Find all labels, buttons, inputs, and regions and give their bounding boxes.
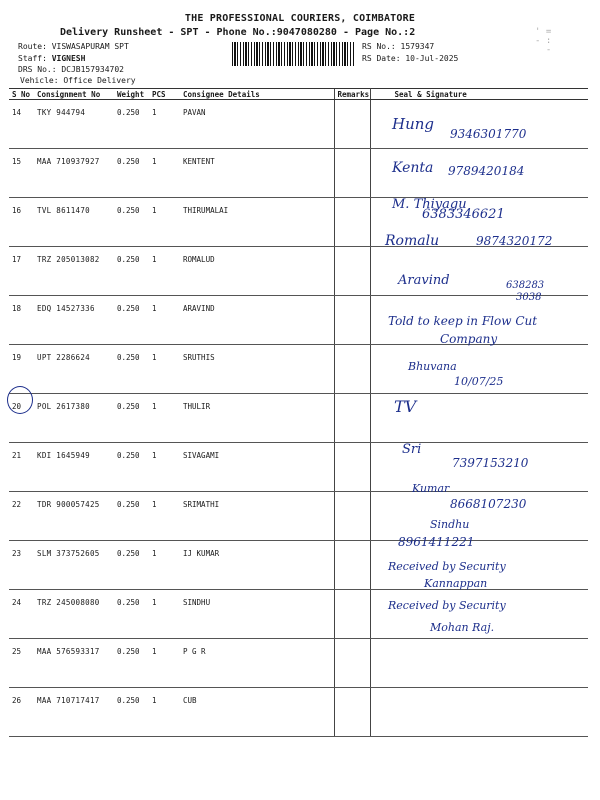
- signature-cell: [370, 639, 588, 688]
- pcs-cell: 1: [149, 639, 180, 688]
- weight-cell: 0.250: [114, 296, 149, 345]
- remarks-cell: [334, 198, 370, 247]
- signature-24: Sindhu: [430, 518, 470, 531]
- signature-cell: [370, 590, 588, 639]
- remarks-cell: [334, 688, 370, 737]
- remarks-cell: [334, 541, 370, 590]
- signature-cell: [370, 688, 588, 737]
- table-header-row: [9, 89, 588, 100]
- phone-18-line2: 3038: [516, 292, 542, 303]
- weight-cell: 0.250: [114, 541, 149, 590]
- table-row: [9, 590, 588, 639]
- phone-18-line1: 638283: [506, 280, 545, 291]
- weight-cell: 0.250: [114, 492, 149, 541]
- route-label: Route: VISWASAPURAM SPT: [18, 42, 129, 51]
- weight-cell: 0.250: [114, 345, 149, 394]
- runsheet-table: [9, 88, 588, 737]
- weight-cell: 0.250: [114, 639, 149, 688]
- signature-cell: [370, 247, 588, 296]
- signature-21: TV: [394, 397, 417, 416]
- signature-18: Aravind: [398, 273, 450, 288]
- consignee-cell: IJ KUMAR: [180, 541, 334, 590]
- pcs-cell: 1: [149, 345, 180, 394]
- weight-cell: 0.250: [114, 590, 149, 639]
- consignment-cell: TKY 944794: [34, 100, 114, 149]
- barcode: [232, 42, 354, 66]
- pcs-cell: 1: [149, 443, 180, 492]
- staff-name: VIGNESH: [51, 54, 86, 63]
- signature-16: M. Thiyagu: [392, 197, 467, 212]
- consignee-cell: SRIMATHI: [180, 492, 334, 541]
- rs-date: RS Date: 10-Jul-2025: [362, 54, 459, 63]
- consignee-cell: THULIR: [180, 394, 334, 443]
- col-weight: Weight: [114, 89, 149, 100]
- table-row: [9, 149, 588, 198]
- serial-cell: 24: [9, 590, 34, 639]
- table-row: [9, 639, 588, 688]
- signature-20: Bhuvana: [408, 360, 457, 373]
- consignee-cell: SINDHU: [180, 590, 334, 639]
- note-25-line1: Received by Security: [388, 560, 506, 573]
- remarks-cell: [334, 345, 370, 394]
- consignment-cell: EDQ 14527336: [34, 296, 114, 345]
- remarks-cell: [334, 100, 370, 149]
- consignee-cell: THIRUMALAI: [180, 198, 334, 247]
- pcs-cell: 1: [149, 247, 180, 296]
- note-19-line1: Told to keep in Flow Cut: [388, 314, 538, 328]
- pcs-cell: 1: [149, 296, 180, 345]
- consignment-cell: TRZ 205013082: [34, 247, 114, 296]
- col-consignee: Consignee Details: [180, 89, 334, 100]
- weight-cell: 0.250: [114, 443, 149, 492]
- col-sno: S No: [9, 89, 34, 100]
- table-row: [9, 443, 588, 492]
- pcs-cell: 1: [149, 198, 180, 247]
- pcs-cell: 1: [149, 394, 180, 443]
- consignee-cell: ARAVIND: [180, 296, 334, 345]
- consignee-cell: SIVAGAMI: [180, 443, 334, 492]
- consignment-cell: MAA 710717417: [34, 688, 114, 737]
- rs-number: RS No.: 1579347: [362, 42, 435, 51]
- weight-cell: 0.250: [114, 149, 149, 198]
- table-row: [9, 100, 588, 149]
- col-seal-signature: Seal & Signature: [370, 89, 588, 100]
- serial-cell: 18: [9, 296, 34, 345]
- serial-cell: 23: [9, 541, 34, 590]
- table-row: [9, 247, 588, 296]
- table-row: [9, 394, 588, 443]
- consignment-cell: TRZ 245008080: [34, 590, 114, 639]
- phone-17: 9874320172: [476, 234, 553, 248]
- pcs-cell: 1: [149, 100, 180, 149]
- consignee-cell: CUB: [180, 688, 334, 737]
- phone-16: 6383346621: [422, 207, 505, 222]
- consignee-cell: ROMALUD: [180, 247, 334, 296]
- signature-15: Kenta: [392, 160, 434, 176]
- consignment-cell: TVL 8611470: [34, 198, 114, 247]
- serial-cell: 26: [9, 688, 34, 737]
- table-row: [9, 492, 588, 541]
- remarks-cell: [334, 639, 370, 688]
- runsheet-subtitle: Delivery Runsheet - SPT - Phone No.:9047080280 - Page No.:2: [60, 27, 416, 38]
- col-remarks: Remarks: [334, 89, 370, 100]
- signature-17: Romalu: [385, 233, 440, 249]
- col-consignment: Consignment No: [34, 89, 114, 100]
- serial-cell: 14: [9, 100, 34, 149]
- table-row: [9, 345, 588, 394]
- note-19-line2: Company: [440, 332, 498, 346]
- phone-15: 9789420184: [448, 164, 525, 178]
- corner-marks: ' = - : -: [535, 27, 552, 55]
- signature-cell: [370, 492, 588, 541]
- signature-cell: [370, 149, 588, 198]
- remarks-cell: [334, 590, 370, 639]
- weight-cell: 0.250: [114, 247, 149, 296]
- table-row: [9, 688, 588, 737]
- signature-cell: [370, 296, 588, 345]
- pcs-cell: 1: [149, 492, 180, 541]
- signature-22: Sri: [402, 442, 422, 457]
- note-26-line1: Received by Security: [388, 599, 506, 612]
- remarks-cell: [334, 394, 370, 443]
- runsheet-title: THE PROFESSIONAL COURIERS, COIMBATORE: [184, 13, 416, 24]
- note-25-line2: Kannappan: [424, 577, 488, 590]
- phone-24: 8961411221: [398, 535, 475, 549]
- serial-cell: 20: [9, 394, 34, 443]
- signature-cell: [370, 100, 588, 149]
- pcs-cell: 1: [149, 149, 180, 198]
- remarks-cell: [334, 149, 370, 198]
- serial-cell: 17: [9, 247, 34, 296]
- drs-number: DRS No.: DCJB157934702: [18, 65, 124, 74]
- signature-23: Kumar: [412, 482, 450, 495]
- weight-cell: 0.250: [114, 100, 149, 149]
- consignment-cell: MAA 710937927: [34, 149, 114, 198]
- weight-cell: 0.250: [114, 394, 149, 443]
- serial-cell: 21: [9, 443, 34, 492]
- consignment-cell: UPT 2286624: [34, 345, 114, 394]
- staff-line: [18, 54, 85, 63]
- consignment-cell: SLM 373752605: [34, 541, 114, 590]
- weight-cell: 0.250: [114, 688, 149, 737]
- pcs-cell: 1: [149, 590, 180, 639]
- remarks-cell: [334, 247, 370, 296]
- table-row: [9, 296, 588, 345]
- remarks-cell: [334, 443, 370, 492]
- consignee-cell: P G R: [180, 639, 334, 688]
- consignment-cell: TDR 900057425: [34, 492, 114, 541]
- consignment-cell: POL 2617380: [34, 394, 114, 443]
- note-26-line2: Mohan Raj.: [430, 621, 495, 634]
- consignee-cell: KENTENT: [180, 149, 334, 198]
- signature-14: Hung: [392, 115, 435, 133]
- signature-cell: [370, 541, 588, 590]
- serial-cell: 19: [9, 345, 34, 394]
- remarks-cell: [334, 492, 370, 541]
- pcs-cell: 1: [149, 688, 180, 737]
- serial-cell: 15: [9, 149, 34, 198]
- serial-cell: 22: [9, 492, 34, 541]
- date-20: 10/07/25: [454, 375, 504, 388]
- consignment-cell: MAA 576593317: [34, 639, 114, 688]
- table-row: [9, 541, 588, 590]
- vehicle-label: Vehicle: Office Delivery: [20, 76, 136, 85]
- signature-cell: [370, 394, 588, 443]
- table-row: [9, 198, 588, 247]
- weight-cell: 0.250: [114, 198, 149, 247]
- consignee-cell: PAVAN: [180, 100, 334, 149]
- serial-cell: 25: [9, 639, 34, 688]
- signature-cell: [370, 198, 588, 247]
- col-pcs: PCS: [149, 89, 180, 100]
- phone-14: 9346301770: [450, 127, 527, 141]
- pcs-cell: 1: [149, 541, 180, 590]
- phone-22: 7397153210: [452, 456, 529, 470]
- staff-label: Staff:: [18, 54, 52, 63]
- signature-cell: [370, 345, 588, 394]
- consignment-cell: KDI 1645949: [34, 443, 114, 492]
- phone-23: 8668107230: [450, 497, 527, 511]
- remarks-cell: [334, 296, 370, 345]
- serial-cell: 16: [9, 198, 34, 247]
- consignee-cell: SRUTHIS: [180, 345, 334, 394]
- signature-cell: [370, 443, 588, 492]
